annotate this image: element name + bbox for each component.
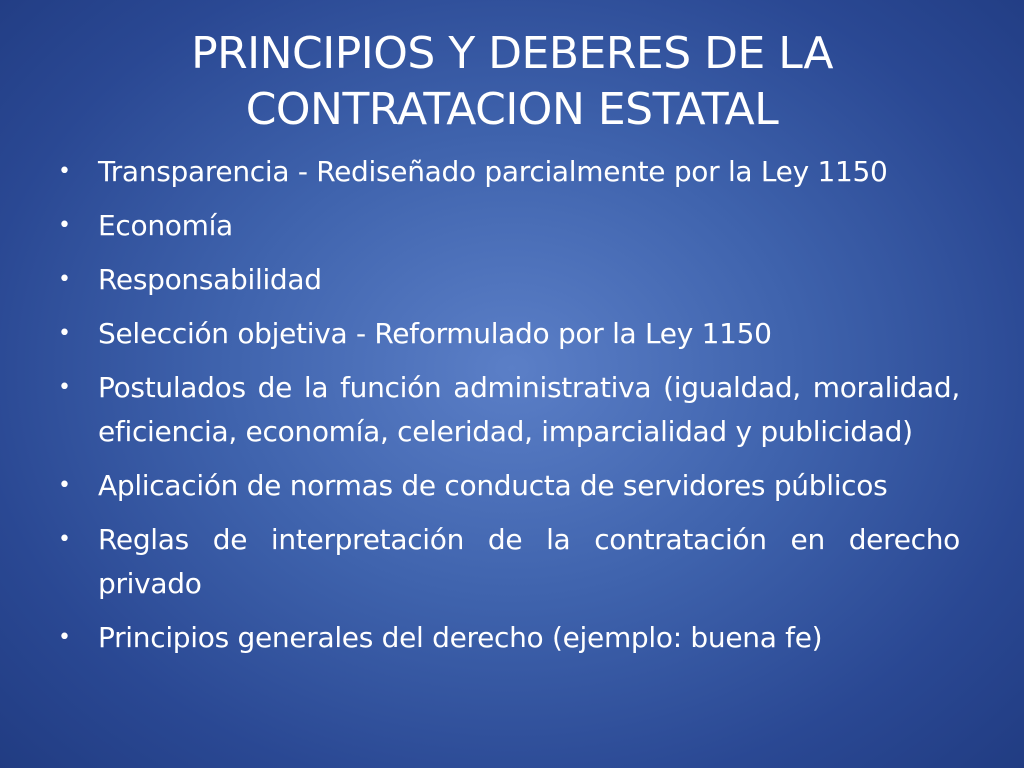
bullet-text: Principios generales del derecho (ejemplo: buena fe) — [98, 621, 823, 654]
bullet-icon: • — [58, 267, 71, 292]
bullet-text: Postulados de la función administrativa (igualdad, moralidad, eficiencia, economía, celeridad, imparcialidad y publicidad) — [98, 371, 960, 448]
bullet-item-transparencia — [58, 150, 960, 194]
bullet-icon: • — [58, 321, 71, 346]
bullet-icon: • — [58, 473, 71, 498]
bullet-item-responsabilidad — [58, 258, 960, 302]
slide-title — [60, 26, 964, 138]
bullet-icon: • — [58, 213, 71, 238]
bullet-text: Reglas de interpretación de la contratación en derecho privado — [98, 523, 960, 600]
bullet-icon: • — [58, 159, 71, 184]
bullet-list — [58, 150, 960, 670]
bullet-text: Responsabilidad — [98, 263, 322, 296]
title-line-2: CONTRATACION ESTATAL — [245, 84, 779, 135]
bullet-text: Selección objetiva - Reformulado por la Ley 1150 — [98, 317, 772, 350]
bullet-text: Economía — [98, 209, 233, 242]
bullet-item-aplicacion-normas — [58, 464, 960, 508]
bullet-icon: • — [58, 375, 71, 400]
bullet-item-seleccion-objetiva — [58, 312, 960, 356]
bullet-text: Aplicación de normas de conducta de servidores públicos — [98, 469, 888, 502]
bullet-icon: • — [58, 527, 71, 552]
bullet-item-reglas-interpretacion — [58, 518, 960, 606]
bullet-icon: • — [58, 625, 71, 650]
bullet-item-postulados — [58, 366, 960, 454]
bullet-item-principios-generales — [58, 616, 960, 660]
bullet-item-economia — [58, 204, 960, 248]
title-line-1: PRINCIPIOS Y DEBERES DE LA — [191, 28, 833, 79]
bullet-text: Transparencia - Rediseñado parcialmente por la Ley 1150 — [98, 155, 888, 188]
